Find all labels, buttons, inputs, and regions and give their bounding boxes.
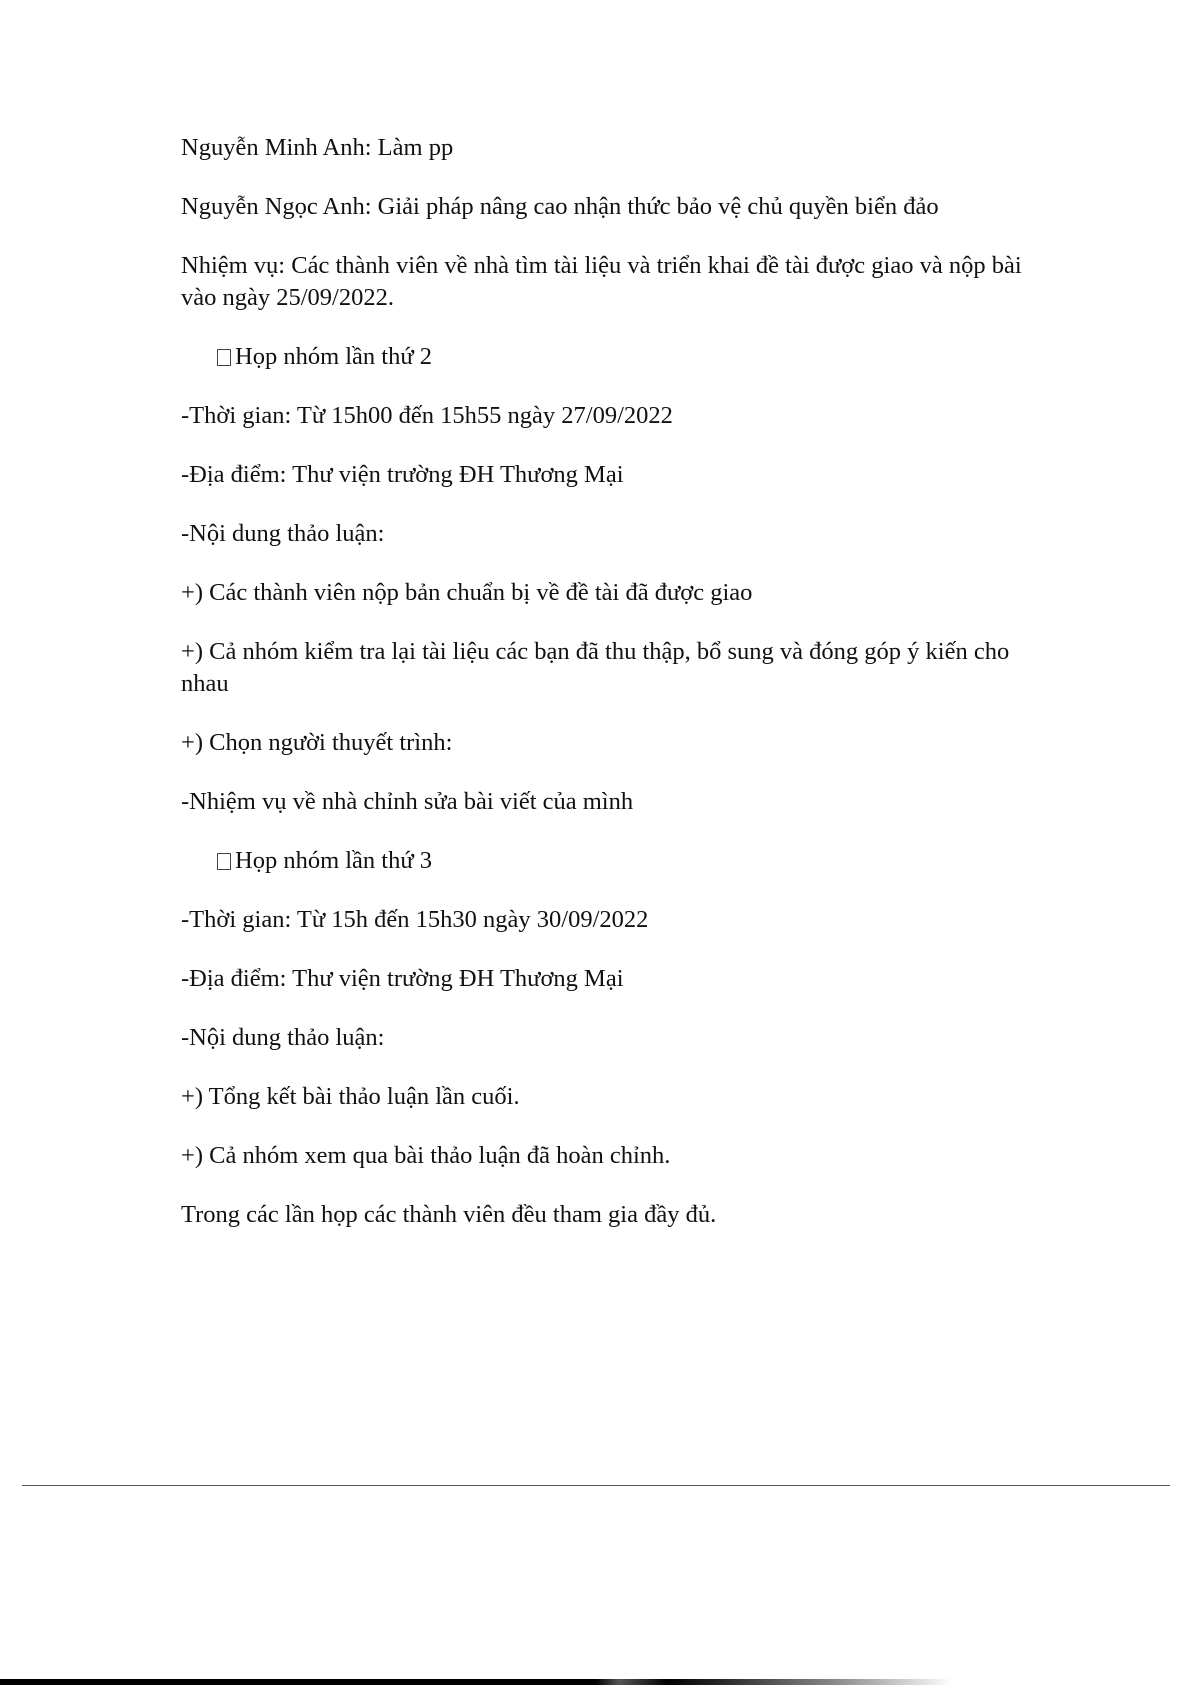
closing-note: Trong các lần họp các thành viên đều tham gia đầy đủ. — [181, 1201, 717, 1228]
meeting-3-title: Họp nhóm lần thứ 3 — [235, 847, 433, 874]
checkbox-bullet-icon — [217, 853, 231, 870]
meeting-3-place: -Địa điểm: Thư viện trường ĐH Thương Mại — [181, 965, 624, 992]
meeting-2-item: +) Chọn người thuyết trình: — [181, 729, 453, 756]
meeting-3-item: +) Tổng kết bài thảo luận lần cuối. — [181, 1083, 520, 1110]
meeting-2-heading — [181, 341, 1041, 373]
meeting-3-content-label: -Nội dung thảo luận: — [181, 1024, 385, 1051]
meeting-2-item: +) Cả nhóm kiểm tra lại tài liệu các bạn đã thu thập, bổ sung và đóng góp ý kiến cho nhau — [181, 638, 1010, 697]
meeting-2-place: -Địa điểm: Thư viện trường ĐH Thương Mại — [181, 461, 624, 488]
meeting-3-item: +) Cả nhóm xem qua bài thảo luận đã hoàn chỉnh. — [181, 1142, 671, 1169]
meeting-2-time: -Thời gian: Từ 15h00 đến 15h55 ngày 27/09/2022 — [181, 402, 673, 429]
member-task-ngoc-anh: Nguyễn Ngọc Anh: Giải pháp nâng cao nhận thức bảo vệ chủ quyền biển đảo — [181, 193, 939, 220]
page-bottom-edge — [0, 1679, 1191, 1685]
checkbox-bullet-icon — [217, 349, 231, 366]
meeting-3-time: -Thời gian: Từ 15h đến 15h30 ngày 30/09/2022 — [181, 906, 649, 933]
assignment-note: Nhiệm vụ: Các thành viên về nhà tìm tài liệu và triển khai đề tài được giao và nộp bài vào ngày 25/09/2022. — [181, 252, 1022, 311]
meeting-2-title: Họp nhóm lần thứ 2 — [235, 343, 433, 370]
document-body — [181, 132, 1041, 1258]
meeting-3-heading — [181, 845, 1041, 877]
meeting-2-item: +) Các thành viên nộp bản chuẩn bị về đề tài đã được giao — [181, 579, 753, 606]
page-divider — [22, 1485, 1170, 1486]
member-task-minh-anh: Nguyễn Minh Anh: Làm pp — [181, 134, 454, 161]
meeting-2-task: -Nhiệm vụ về nhà chỉnh sửa bài viết của mình — [181, 788, 634, 815]
meeting-2-content-label: -Nội dung thảo luận: — [181, 520, 385, 547]
